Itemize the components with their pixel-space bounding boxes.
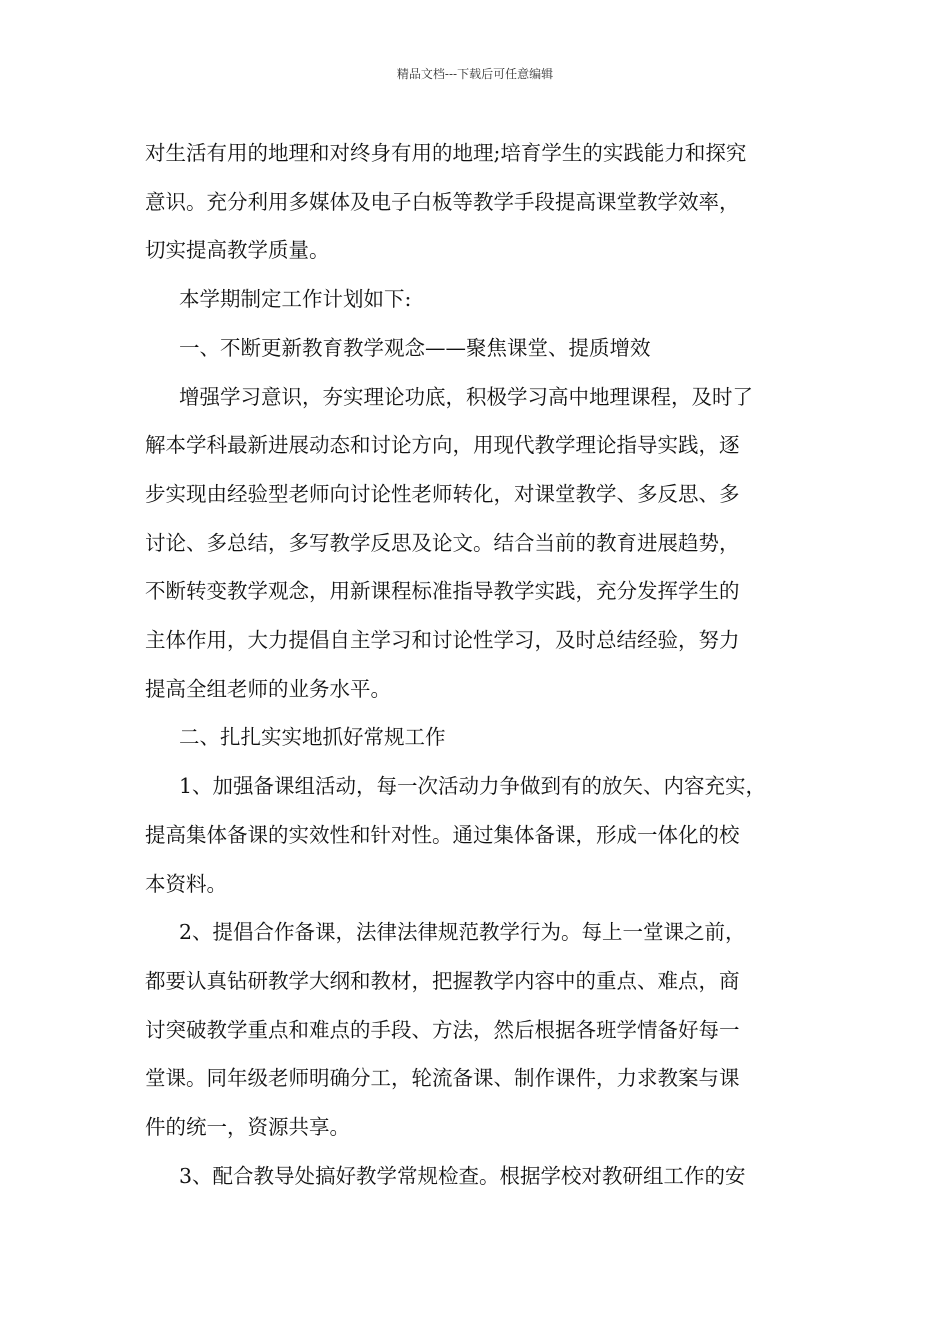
text-line: 增强学习意识，夯实理论功底，积极学习高中地理课程，及时了 [179,384,753,409]
text-line: 步实现由经验型老师向讨论性老师转化，对课堂教学、多反思、多 [145,481,740,506]
text-line: 提高集体备课的实效性和针对性。通过集体备课，形成一体化的校 [145,822,740,847]
section-heading: 一、不断更新教育教学观念——聚焦课堂、提质增效 [179,335,651,360]
text-line: 切实提高教学质量。 [145,238,330,263]
text-line: 讨突破教学重点和难点的手段、方法，然后根据各班学情备好每一 [145,1017,740,1042]
text-line: 解本学科最新进展动态和讨论方向，用现代教学理论指导实践，逐 [145,433,740,458]
text-line: 本资料。 [145,871,227,896]
text-line: 都要认真钻研教学大纲和教材，把握教学内容中的重点、难点，商 [145,968,740,993]
text-line: 提高全组老师的业务水平。 [145,676,391,701]
text-line: 讨论、多总结，多写教学反思及论文。结合当前的教育进展趋势， [145,530,740,555]
text-line: 主体作用，大力提倡自主学习和讨论性学习，及时总结经验，努力 [145,628,740,653]
text-line: 不断转变教学观念，用新课程标准指导教学实践，充分发挥学生的 [145,579,740,604]
section-heading: 二、扎扎实实地抓好常规工作 [179,725,446,750]
text-line: 对生活有用的地理和对终身有用的地理;培育学生的实践能力和探究 [145,141,747,165]
text-line: 本学期制定工作计划如下: [179,287,412,312]
text-line: 件的统一，资源共享。 [145,1115,350,1140]
text-line: 意识。充分利用多媒体及电子白板等教学手段提高课堂教学效率， [145,189,740,214]
text-line: 1、加强备课组活动，每一次活动力争做到有的放矢、内容充实， [179,774,767,799]
text-line: 2、提倡合作备课，法律法律规范教学行为。每上一堂课之前， [179,920,746,945]
document-body [145,129,810,1200]
text-line: 3、配合教导处搞好教学常规检查。根据学校对教研组工作的安 [179,1163,746,1188]
page-header: 精品文档---下载后可任意编辑 [396,67,554,81]
text-line: 堂课。同年级老师明确分工，轮流备课、制作课件，力求教案与课 [145,1066,740,1091]
